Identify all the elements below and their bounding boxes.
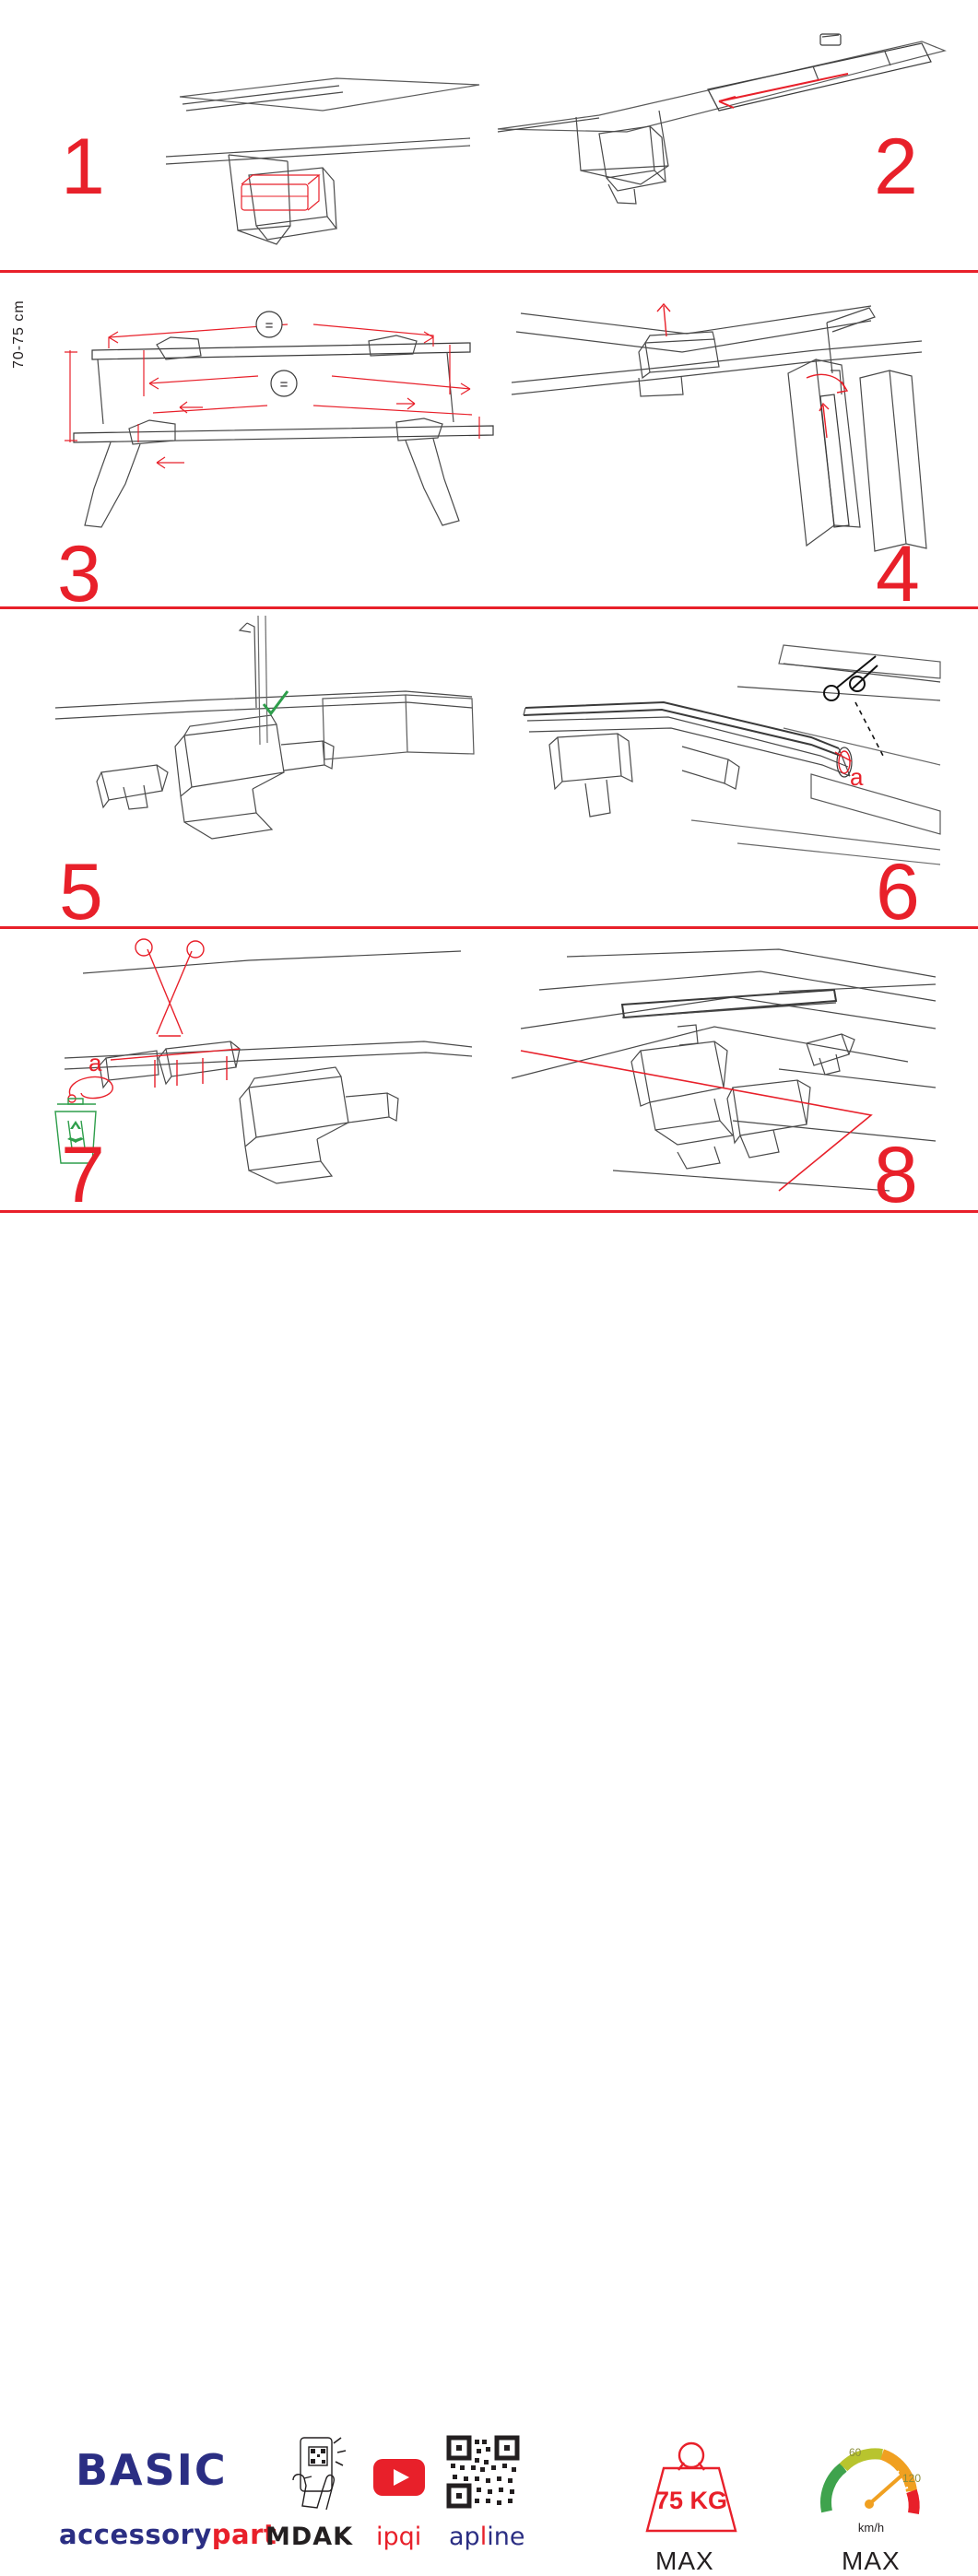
brand-apline-logo [449,2523,524,2551]
step-number-5: 5 [59,848,101,936]
brand-ap-text: ap [449,2523,480,2551]
svg-text:=: = [279,377,289,393]
step-number-3: 3 [57,530,100,618]
gauge-tick-60: 60 [849,2446,862,2459]
step-6-illustration [507,636,949,866]
weight-max-label: MAX [655,2547,714,2575]
brand-accessorypart-logo [59,2519,277,2550]
youtube-icon[interactable] [373,2459,425,2496]
step-3-illustration [37,304,525,535]
step-4-illustration [502,286,945,553]
section-divider [0,926,978,929]
step-number-4: 4 [876,530,918,618]
brand-ipqi-logo: ipqi [376,2523,422,2551]
weight-icon [636,2431,747,2537]
step-3-distance-label: 70-75 cm [11,300,27,369]
step-7-illustration [55,940,479,1184]
step-number-7: 7 [61,1131,103,1219]
qr-code-icon[interactable] [449,2438,517,2506]
weight-value: 75 KG [654,2487,728,2514]
brand-mdak-logo [265,2523,353,2551]
section-divider [0,606,978,609]
section-divider [0,270,978,273]
brand-md-text: MD [265,2523,313,2551]
step-number-8: 8 [874,1131,916,1219]
brand-l-text: l [479,2523,488,2551]
brand-part-text: part [211,2519,277,2550]
brand-basic-logo: BASIC [76,2445,228,2495]
brand-ine-text: ine [487,2523,525,2551]
step-number-2: 2 [874,123,916,211]
step-6-part-label: a [850,763,864,791]
speed-max-label: MAX [842,2547,901,2575]
brand-accessory-text: accessory [59,2519,212,2550]
step-number-1: 1 [61,123,103,211]
step-number-6: 6 [876,848,918,936]
step-7-part-label: a [88,1049,102,1076]
step-1-illustration [138,46,489,258]
speedometer-icon [816,2436,926,2537]
step-5-illustration [46,616,479,851]
brand-ak-text: AK [312,2523,354,2551]
gauge-tick-120: 120 [902,2472,922,2485]
qr-scan-phone-icon [286,2434,350,2512]
svg-text:=: = [265,318,274,334]
footer [0,1210,978,2575]
speed-unit-label: km/h [857,2521,885,2535]
